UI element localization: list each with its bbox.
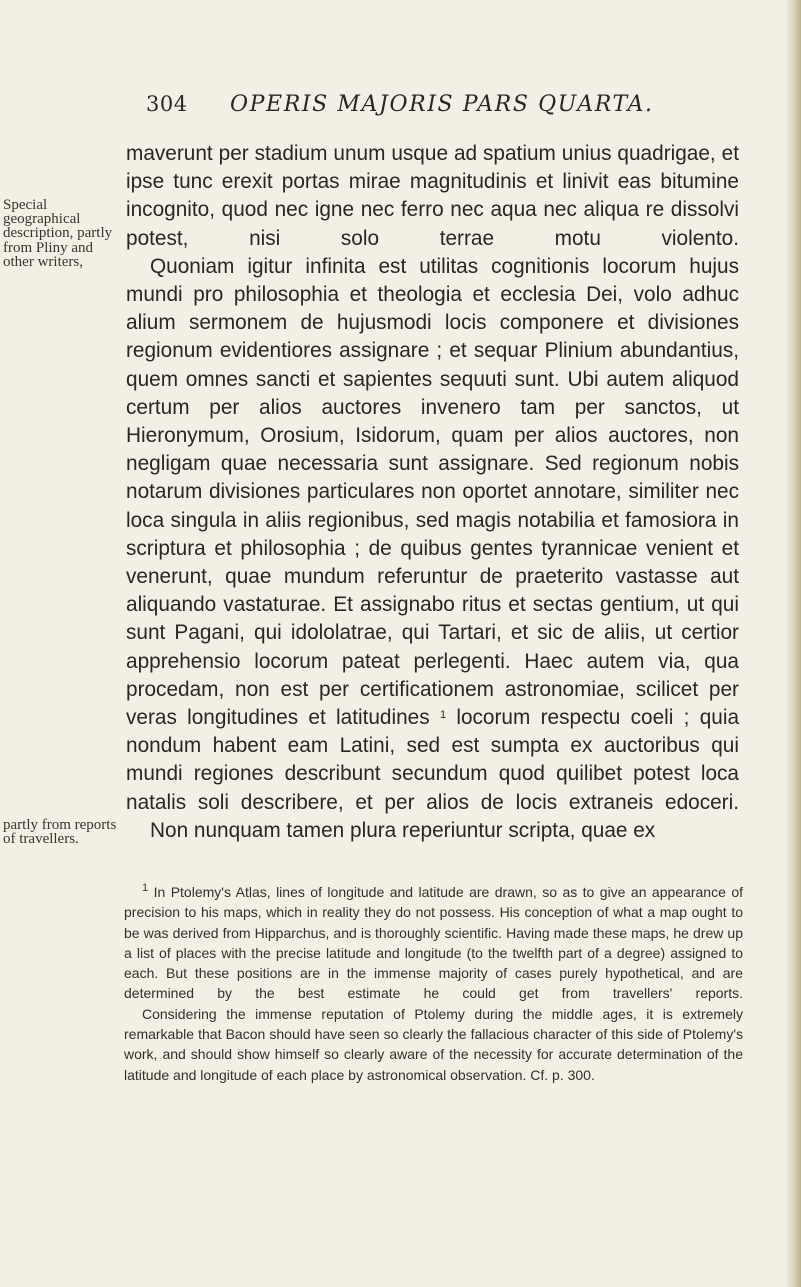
footnote-1-text: In Ptolemy's Atlas, lines of longitude and latitude are drawn, so as to give an appearance of precision to his maps, which in reality they do not possess. His conception of what a map ought to be was derived from Hipparchus, and is thoroughly scientific. Having made these maps, he drew up a list of places with the precise latitude and longitude (to the twelfth part of a degree) assigned to each. But these positions are in the immense majority of cases purely hypothetical, and are determined by the best estimate he could get from travellers' reports. bbox=[124, 884, 743, 1002]
margin-note-travellers: partly from reports of travellers. bbox=[3, 817, 117, 848]
footnote-reference: 1 bbox=[439, 709, 447, 722]
page-edge bbox=[787, 0, 801, 1287]
paragraph-quoniam-text: Quoniam igitur infinita est utilitas cognitionis locorum hujus mundi pro philosophia et theologia et ecclesia Dei, volo adhuc alium sermonem de hujusmodi locis componere et divisiones regionum evidentiores assignare ; et sequar Plinium abundantius, quem omnes sancti et sapientes sequuti sunt. Ubi autem aliquod certum per alios auctores invenero tam per sanctos, ut Hieronymum, Orosium, Isidorum, quam per alios auctores, non negligam quae necessaria sunt assignare. Sed regionum nobis notarum divisiones particulares non oportet annotare, similiter nec loca singula in aliis regionibus, sed magis notabilia et famosiora in scriptura et philosophia ; de quibus gentes tyrannicae venient et venerunt, quae mundum referuntur de praeterito vastasse aut aliquando vastaturae. Et assignabo ritus et sectas gentium, ut qui sunt Pagani, qui idololatrae, qui Tartari, et sic de aliis, ut certior apprehensio locorum pateat perlegenti. Haec autem via, qua procedam, non est per certificationem astronomiae, scilicet per veras longitudines et latitudines bbox=[126, 254, 739, 730]
footnote-1 bbox=[124, 882, 743, 1004]
footnote-2: Considering the immense reputation of Ptolemy during the middle ages, it is extremely remarkable that Bacon should have seen so clearly the fallacious character of this side of Ptolemy's work, and should show himself so clearly aware of the necessity for accurate determination of the latitude and longitude of each place by astronomical observation. Cf. p. 300. bbox=[124, 1005, 743, 1083]
page-header bbox=[146, 92, 746, 122]
footnotes bbox=[124, 882, 743, 1085]
paragraph-non-nunquam: Non nunquam tamen plura reperiuntur scripta, quae ex bbox=[150, 818, 656, 842]
paragraph-quoniam-tail: locorum respectu coeli ; quia nondum habent eam Latini, sed est sumpta ex auctoribus qui mundi regiones describunt secundum quod quilibet potest loca natalis soli describere, et per alios de locis extraneis edoceri. bbox=[126, 706, 740, 814]
paragraph-continuation: maverunt per stadium unum usque ad spatium unius quadrigae, et ipse tunc erexit portas mirae magnitudinis et linivit eas bitumine incognito, quod nec igne nec ferro nec aqua nec aliqua re dissolvi potest, nisi solo terrae motu violento. bbox=[126, 142, 739, 250]
footnote-marker: 1 bbox=[142, 882, 149, 894]
paragraph-quoniam bbox=[126, 253, 739, 817]
page-number: 304 bbox=[146, 92, 188, 116]
running-title: OPERIS MAJORIS PARS QUARTA. bbox=[230, 92, 654, 117]
margin-note-special-description: Special geographical description, partly from Pliny and other writers, bbox=[3, 197, 113, 270]
body-text bbox=[126, 140, 739, 845]
